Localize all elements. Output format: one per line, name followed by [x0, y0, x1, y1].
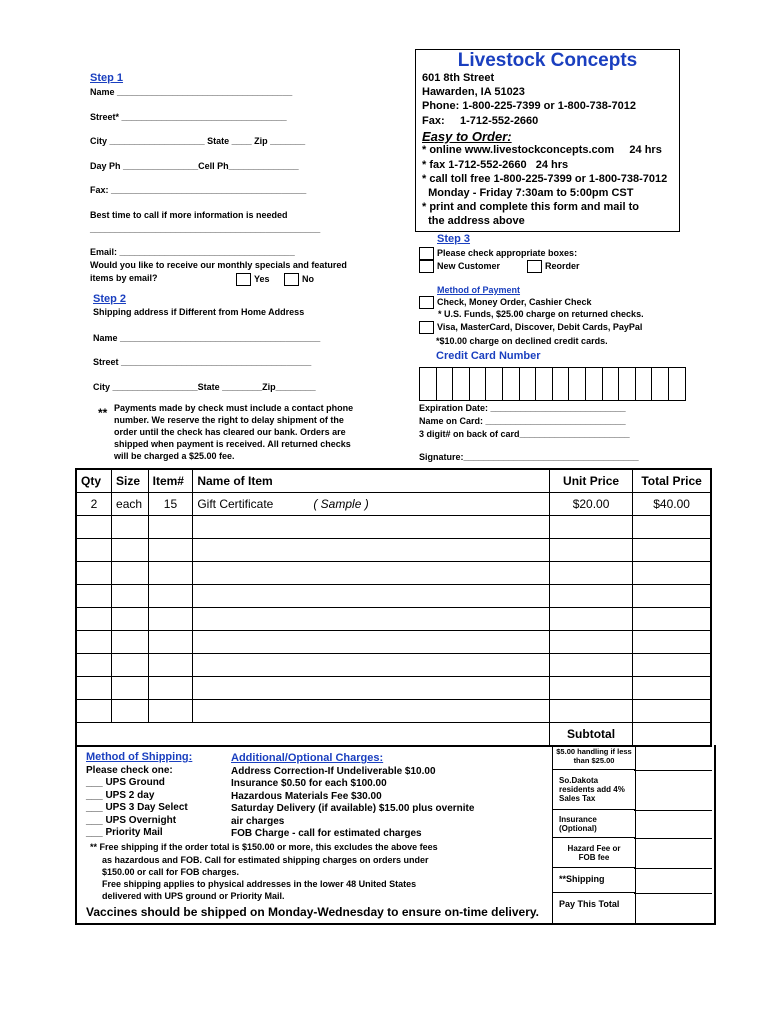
- handling-fee-label: $5.00 handling if less than $25.00: [553, 745, 635, 770]
- sample-total-price[interactable]: $40.00: [633, 493, 711, 516]
- payment-note-5: will be charged a $25.00 fee.: [114, 451, 235, 461]
- easy-line-3: * call toll free 1-800-225-7399 or 1-800-738-7012: [422, 173, 668, 185]
- table-row[interactable]: [76, 608, 711, 631]
- name-field[interactable]: Name ___________________________________: [90, 87, 293, 97]
- priority-mail-option[interactable]: ___ Priority Mail: [86, 827, 163, 838]
- sample-qty[interactable]: 2: [76, 493, 112, 516]
- company-info-box: [415, 49, 680, 232]
- yes-option[interactable]: [236, 273, 270, 286]
- check-payment-option[interactable]: [419, 296, 592, 309]
- specials-question-2: items by email?: [90, 273, 158, 283]
- subtotal-value[interactable]: [633, 723, 711, 747]
- check-boxes-checkbox[interactable]: [419, 247, 434, 260]
- payment-note-4: shipped when payment is received. All returned checks: [114, 439, 351, 449]
- sample-item-number[interactable]: 15: [148, 493, 193, 516]
- yes-checkbox[interactable]: [236, 273, 251, 286]
- card-payment-note: *$10.00 charge on declined credit cards.: [436, 336, 608, 346]
- fee-divider: [634, 838, 712, 839]
- charge-line-1: Address Correction-If Undeliverable $10.00: [231, 766, 436, 777]
- ups-overnight-option[interactable]: ___ UPS Overnight: [86, 815, 177, 826]
- subtotal-label: Subtotal: [549, 723, 632, 747]
- size-header: Size: [112, 469, 149, 493]
- note-asterisk: **: [98, 406, 108, 420]
- phone-line: Phone: 1-800-225-7399 or 1-800-738-7012: [422, 100, 637, 112]
- easy-line-2: * fax 1-712-552-2660 24 hrs: [422, 159, 569, 171]
- fax-label: Fax:: [422, 115, 445, 127]
- city-state-zip-field[interactable]: City ___________________ State ____ Zip _______: [90, 136, 306, 146]
- ups-3day-option[interactable]: ___ UPS 3 Day Select: [86, 802, 188, 813]
- card-payment-option[interactable]: [419, 321, 642, 334]
- table-row[interactable]: [76, 585, 711, 608]
- address-line-1: 601 8th Street: [422, 72, 495, 84]
- best-time-label: Best time to call if more information is needed: [90, 210, 288, 220]
- shipping-method-title: Method of Shipping:: [86, 751, 193, 763]
- charge-line-4: Saturday Delivery (if available) $15.00 plus overnite: [231, 803, 475, 814]
- cc-number-title: Credit Card Number: [436, 350, 541, 362]
- free-shipping-line-3: $150.00 or call for FOB charges.: [102, 867, 240, 877]
- fee-divider: [634, 810, 712, 811]
- new-customer-label: New Customer: [437, 260, 501, 271]
- best-time-field[interactable]: ______________________________________________: [90, 224, 321, 234]
- free-shipping-line-1: ** Free shipping if the order total is $150.00 or more, this excludes the above fees: [90, 842, 438, 852]
- charge-line-6: FOB Charge - call for estimated charges: [231, 828, 422, 839]
- card-payment-label: Visa, MasterCard, Discover, Debit Cards, PayPal: [437, 321, 643, 332]
- new-customer-option[interactable]: [419, 260, 500, 273]
- signature-field[interactable]: Signature:___________________________________: [419, 452, 639, 462]
- check-boxes-label: Please check appropriate boxes:: [437, 247, 578, 258]
- payment-method-title: Method of Payment: [437, 285, 521, 295]
- name-on-card-field[interactable]: Name on Card: ____________________________: [419, 416, 626, 426]
- shipping-check-one: Please check one:: [86, 765, 173, 776]
- check-boxes-row: [419, 247, 577, 260]
- fee-divider: [634, 770, 712, 771]
- step3-title: Step 3: [437, 233, 471, 245]
- reorder-checkbox[interactable]: [527, 260, 542, 273]
- ups-ground-option[interactable]: ___ UPS Ground: [86, 777, 165, 788]
- step2-desc: Shipping address if Different from Home Address: [93, 307, 305, 317]
- check-payment-label: Check, Money Order, Cashier Check: [437, 296, 592, 307]
- unit-price-header: Unit Price: [549, 469, 632, 493]
- sample-size[interactable]: each: [112, 493, 149, 516]
- fee-divider: [634, 893, 712, 894]
- insurance-label: Insurance (Optional): [553, 810, 635, 838]
- ship-city-field[interactable]: City _________________State ________Zip________: [93, 382, 316, 392]
- charge-line-2: Insurance $0.50 for each $100.00: [231, 778, 387, 789]
- easy-order-title: Easy to Order:: [422, 129, 512, 144]
- table-row[interactable]: [76, 631, 711, 654]
- easy-line-6: the address above: [422, 215, 525, 227]
- step1-title: Step 1: [90, 72, 124, 84]
- payment-note-1: Payments made by check must include a contact phone: [114, 403, 354, 413]
- hazard-fee-label: Hazard Fee or FOB fee: [553, 838, 635, 868]
- specials-question: Would you like to receive our monthly specials and featured: [90, 260, 347, 270]
- no-label: No: [302, 273, 314, 284]
- table-row[interactable]: [76, 700, 711, 723]
- sample-item-name: Gift Certificate: [197, 497, 274, 511]
- email-field[interactable]: Email: ___________________________________: [90, 247, 295, 257]
- phone-fields[interactable]: Day Ph _______________Cell Ph______________: [90, 161, 299, 171]
- new-customer-checkbox[interactable]: [419, 260, 434, 273]
- free-shipping-line-2: as hazardous and FOB. Call for estimated shipping charges on orders under: [102, 855, 429, 865]
- order-items-table: [75, 468, 712, 747]
- check-payment-checkbox[interactable]: [419, 296, 434, 309]
- fee-divider: [634, 868, 712, 869]
- total-price-header: Total Price: [633, 469, 711, 493]
- fax-field[interactable]: Fax: _______________________________________: [90, 185, 307, 195]
- payment-note-3: order until the check has cleared our bank. Orders are: [114, 427, 346, 437]
- fax-value: 1-712-552-2660: [460, 115, 539, 127]
- qty-header: Qty: [76, 469, 112, 493]
- sample-unit-price[interactable]: $20.00: [549, 493, 632, 516]
- payment-note-2: number. We reserve the right to delay shipment of the: [114, 415, 344, 425]
- item-number-header: Item#: [148, 469, 193, 493]
- step2-title: Step 2: [93, 293, 127, 305]
- reorder-label: Reorder: [545, 260, 580, 271]
- table-row[interactable]: [76, 654, 711, 677]
- table-row: [76, 493, 711, 516]
- cc-number-grid[interactable]: [419, 367, 686, 401]
- sample-item-name-cell[interactable]: [193, 493, 550, 516]
- vaccines-note: Vaccines should be shipped on Monday-Wednesday to ensure on-time delivery.: [86, 905, 539, 919]
- sales-tax-label: So.Dakota residents add 4% Sales Tax: [553, 770, 635, 810]
- table-row[interactable]: [76, 677, 711, 700]
- free-shipping-line-5: delivered with UPS ground or Priority Mail.: [102, 891, 285, 901]
- easy-line-4: Monday - Friday 7:30am to 5:00pm CST: [422, 187, 634, 199]
- easy-line-1: * online www.livestockconcepts.com 24 hrs: [422, 144, 662, 156]
- ups-2day-option[interactable]: ___ UPS 2 day: [86, 790, 155, 801]
- card-payment-checkbox[interactable]: [419, 321, 434, 334]
- easy-line-5: * print and complete this form and mail to: [422, 201, 639, 213]
- check-payment-note: * U.S. Funds, $25.00 charge on returned checks.: [438, 309, 644, 319]
- pay-total-label: Pay This Total: [559, 899, 620, 909]
- address-line-2: Hawarden, IA 51023: [422, 86, 525, 98]
- sample-tag: ( Sample ): [313, 497, 369, 511]
- charge-line-3: Hazardous Materials Fee $30.00: [231, 791, 382, 802]
- reorder-option[interactable]: [527, 260, 580, 273]
- yes-label: Yes: [254, 273, 270, 284]
- table-row[interactable]: [76, 516, 711, 539]
- free-shipping-line-4: Free shipping applies to physical addresses in the lower 48 United States: [102, 879, 417, 889]
- ship-street-field[interactable]: Street ______________________________________: [93, 357, 312, 367]
- cvv-field[interactable]: 3 digit# on back of card______________________: [419, 429, 630, 439]
- table-header-row: [76, 469, 711, 493]
- no-checkbox[interactable]: [284, 273, 299, 286]
- table-row[interactable]: [76, 562, 711, 585]
- item-name-header: Name of Item: [193, 469, 550, 493]
- shipping-fee-label: **Shipping: [553, 868, 635, 893]
- fees-column: [552, 745, 636, 923]
- ship-name-field[interactable]: Name ________________________________________: [93, 333, 321, 343]
- subtotal-row: [76, 723, 711, 747]
- additional-charges-title: Additional/Optional Charges:: [231, 752, 384, 764]
- company-name: Livestock Concepts: [457, 50, 638, 71]
- charge-line-5: air charges: [231, 816, 285, 827]
- street-field[interactable]: Street* _________________________________: [90, 112, 287, 122]
- expiration-field[interactable]: Expiration Date: ___________________________: [419, 403, 626, 413]
- no-option[interactable]: [284, 273, 314, 286]
- table-row[interactable]: [76, 539, 711, 562]
